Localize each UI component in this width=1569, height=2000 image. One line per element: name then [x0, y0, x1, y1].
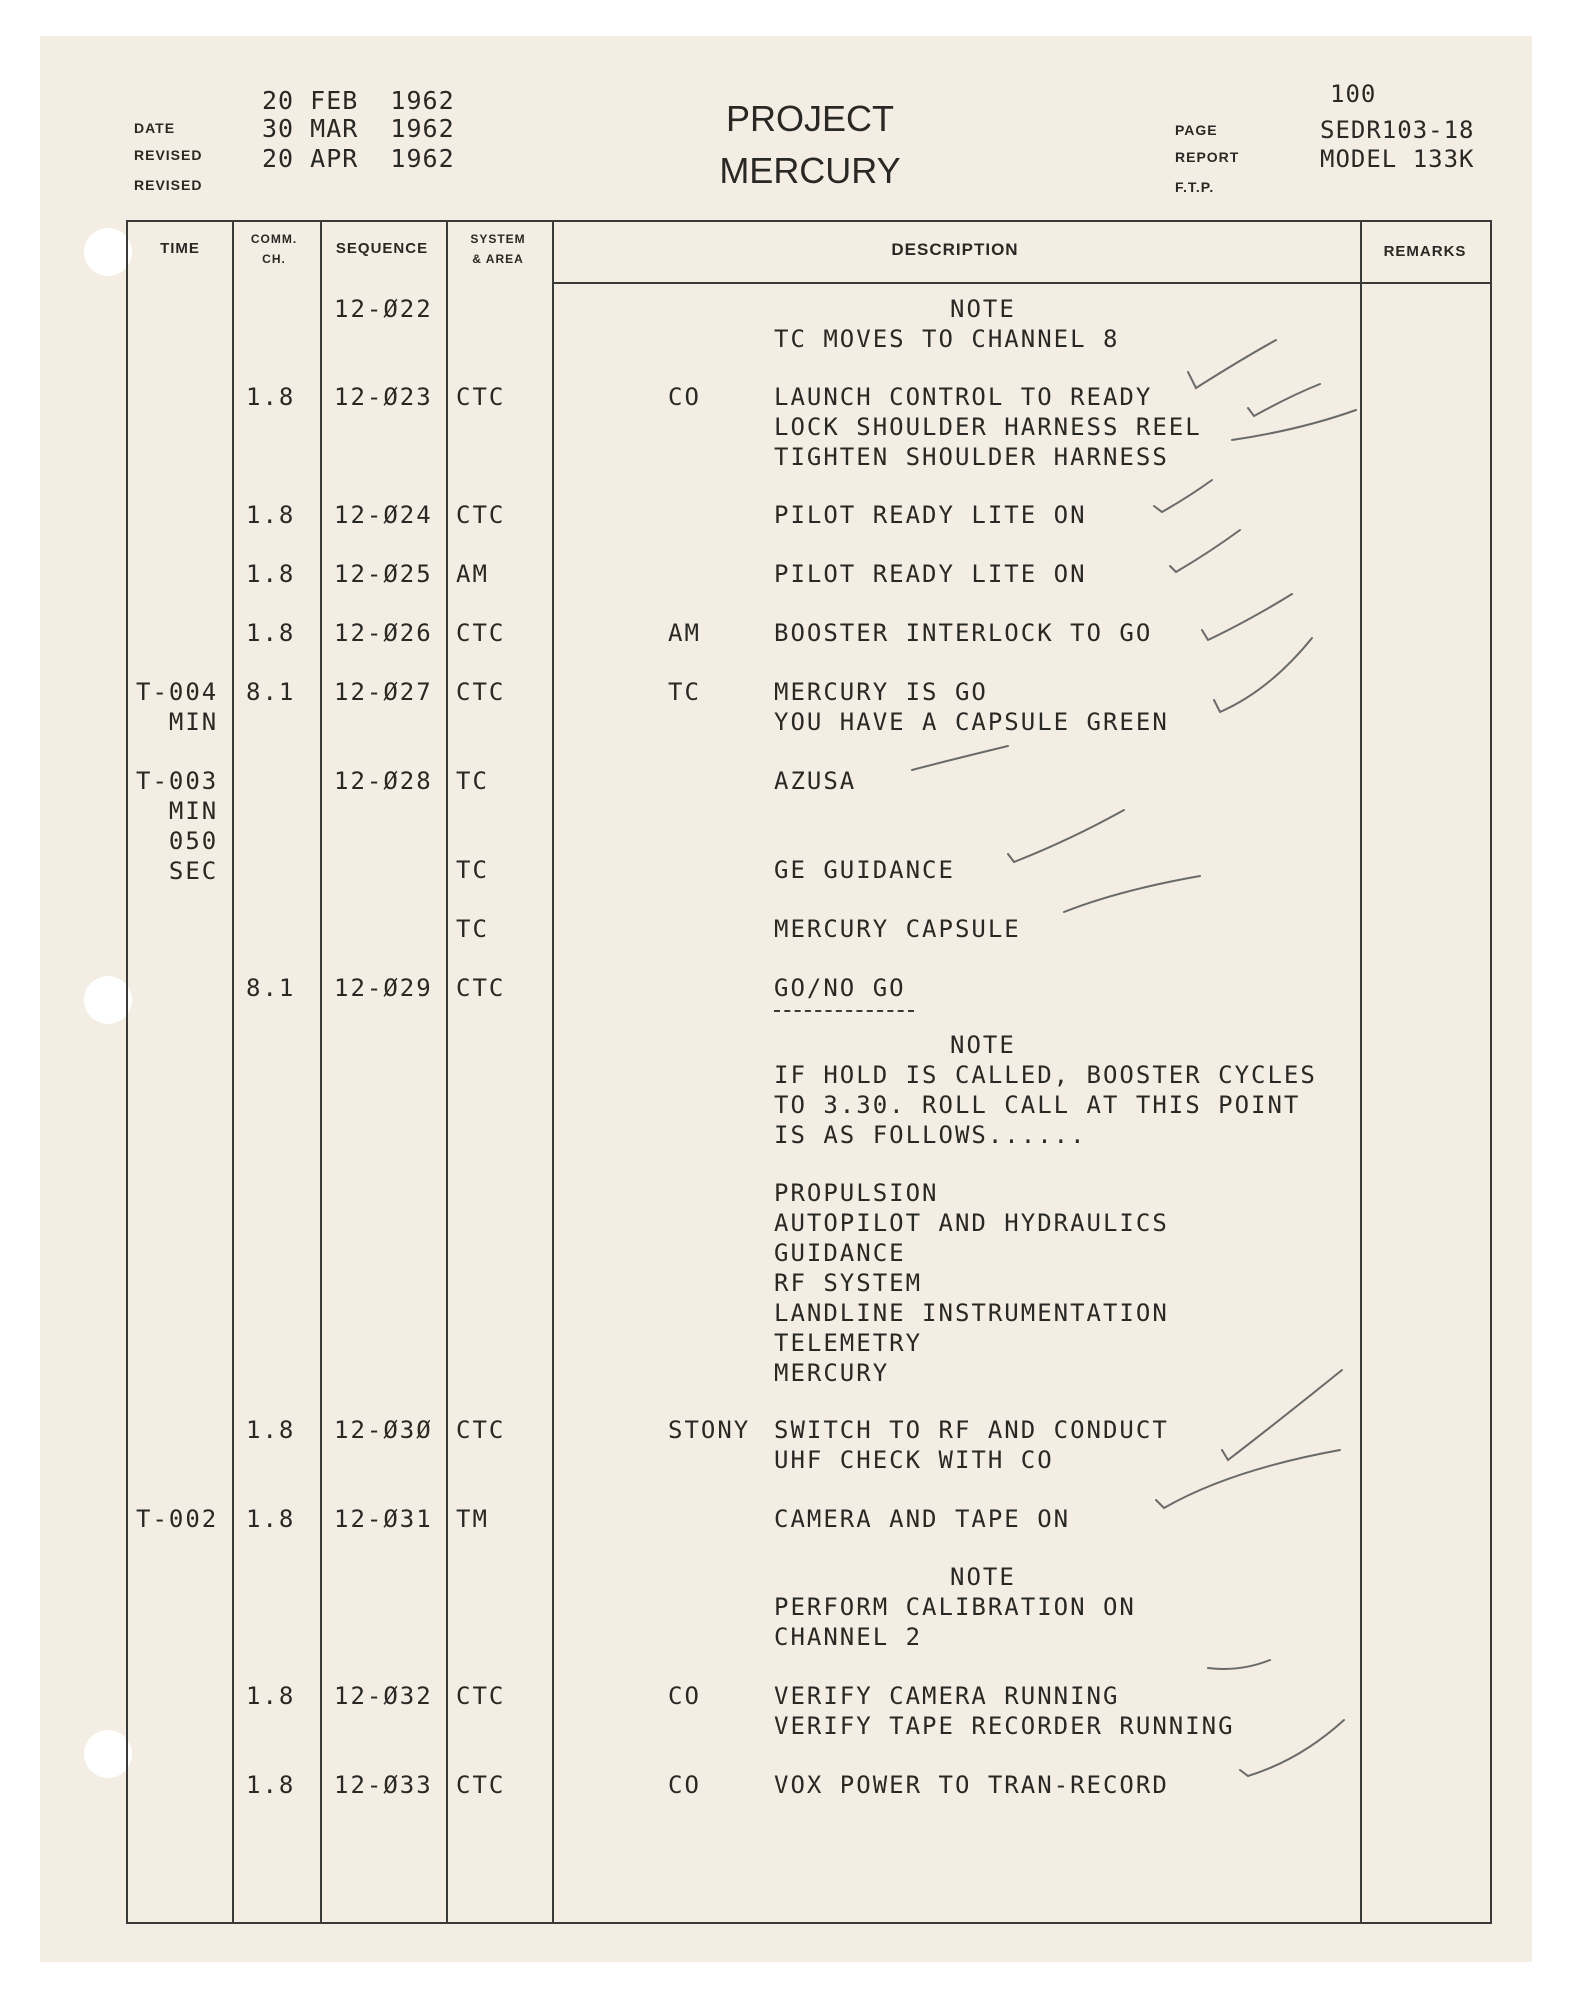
- description-12-032: VERIFY CAMERA RUNNING VERIFY TAPE RECORDER RUNNING: [774, 1682, 1235, 1740]
- system-12-029: CTC: [456, 974, 506, 1002]
- column-header-comm-line2: CH.: [262, 252, 286, 266]
- system-mercury-capsule: TC: [456, 915, 489, 943]
- sequence-12-029: 12-Ø29: [334, 974, 433, 1002]
- description-12-025: PILOT READY LITE ON: [774, 560, 1087, 588]
- description-12-030: SWITCH TO RF AND CONDUCT UHF CHECK WITH CO: [774, 1416, 1169, 1474]
- report-label: REPORT: [1175, 149, 1240, 165]
- column-header-system-line2: & AREA: [472, 252, 524, 266]
- note-heading-1: NOTE: [950, 295, 1016, 323]
- sequence-12-030: 12-Ø3Ø: [334, 1416, 433, 1444]
- page-label: PAGE: [1175, 122, 1218, 138]
- description-12-028: AZUSA: [774, 767, 857, 795]
- report-number: SEDR103-18: [1320, 116, 1475, 144]
- check-mark-icon: [1222, 1370, 1342, 1460]
- comm-12-024: 1.8: [246, 501, 296, 529]
- note-heading-3: NOTE: [950, 1563, 1016, 1591]
- comm-12-029: 8.1: [246, 974, 296, 1002]
- description-12-033: VOX POWER TO TRAN-RECORD: [774, 1771, 1169, 1799]
- description-12-023: LAUNCH CONTROL TO READY LOCK SHOULDER HARNESS REEL TIGHTEN SHOULDER HARNESS: [774, 383, 1202, 471]
- sequence-12-024: 12-Ø24: [334, 501, 433, 529]
- column-header-sequence: SEQUENCE: [335, 240, 429, 257]
- check-mark-icon: [1240, 1720, 1344, 1776]
- comm-12-032: 1.8: [246, 1682, 296, 1710]
- comm-12-027: 8.1: [246, 678, 296, 706]
- sequence-12-023: 12-Ø23: [334, 383, 433, 411]
- note-heading-2: NOTE: [950, 1031, 1016, 1059]
- caller-12-026: AM: [668, 619, 701, 647]
- caller-12-033: CO: [668, 1771, 701, 1799]
- check-mark-icon: [1202, 594, 1292, 640]
- system-ge-guidance: TC: [456, 856, 489, 884]
- sequence-12-022: 12-Ø22: [334, 295, 433, 323]
- column-header-remarks: REMARKS: [1383, 243, 1467, 260]
- description-12-029: GO/NO GO: [774, 974, 906, 1002]
- sequence-12-027: 12-Ø27: [334, 678, 433, 706]
- ftp-label: F.T.P.: [1175, 179, 1215, 195]
- check-mark-icon: [1154, 480, 1212, 512]
- system-12-030: CTC: [456, 1416, 506, 1444]
- column-header-comm-line1: COMM.: [250, 232, 298, 246]
- system-12-026: CTC: [456, 619, 506, 647]
- check-mark-icon: [1208, 1660, 1270, 1669]
- revised-label-1: REVISED: [134, 147, 203, 163]
- date-value: 20 FEB 1962: [262, 86, 455, 115]
- time-t-004: T-004 MIN: [136, 678, 219, 736]
- time-t-002: T-002: [136, 1505, 219, 1533]
- time-t-003: T-003 MIN 050 SEC: [136, 767, 219, 885]
- description-12-031: CAMERA AND TAPE ON: [774, 1505, 1071, 1533]
- model-number: MODEL 133K: [1320, 145, 1475, 173]
- system-12-025: AM: [456, 560, 489, 588]
- description-mercury-capsule: MERCURY CAPSULE: [774, 915, 1021, 943]
- system-12-024: CTC: [456, 501, 506, 529]
- comm-12-023: 1.8: [246, 383, 296, 411]
- check-mark-icon: [1008, 810, 1124, 862]
- caller-12-030: STONY: [668, 1416, 751, 1444]
- title-line-1: PROJECT: [725, 98, 894, 139]
- sequence-12-026: 12-Ø26: [334, 619, 433, 647]
- sequence-12-033: 12-Ø33: [334, 1771, 433, 1799]
- description-12-024: PILOT READY LITE ON: [774, 501, 1087, 529]
- title-line-2: MERCURY: [719, 150, 901, 191]
- caller-12-023: CO: [668, 383, 701, 411]
- revised-date-1: 30 MAR 1962: [262, 114, 455, 143]
- description-12-026: BOOSTER INTERLOCK TO GO: [774, 619, 1153, 647]
- comm-12-025: 1.8: [246, 560, 296, 588]
- check-mark-icon: [1214, 638, 1312, 712]
- revised-date-2: 20 APR 1962: [262, 144, 455, 173]
- column-header-description: DESCRIPTION: [891, 240, 1019, 259]
- caller-12-032: CO: [668, 1682, 701, 1710]
- roll-call-list: PROPULSION AUTOPILOT AND HYDRAULICS GUIDANCE RF SYSTEM LANDLINE INSTRUMENTATION TELEMETRY MERCURY: [774, 1179, 1169, 1387]
- comm-12-026: 1.8: [246, 619, 296, 647]
- system-12-023: CTC: [456, 383, 506, 411]
- system-12-033: CTC: [456, 1771, 506, 1799]
- check-mark-icon: [912, 746, 1008, 770]
- column-header-time: TIME: [160, 240, 200, 257]
- comm-12-030: 1.8: [246, 1416, 296, 1444]
- comm-12-033: 1.8: [246, 1771, 296, 1799]
- note-calibration-text: PERFORM CALIBRATION ON CHANNEL 2: [774, 1593, 1136, 1651]
- note-hold-text: IF HOLD IS CALLED, BOOSTER CYCLES TO 3.30. ROLL CALL AT THIS POINT IS AS FOLLOWS......: [774, 1061, 1317, 1149]
- system-12-027: CTC: [456, 678, 506, 706]
- sequence-12-025: 12-Ø25: [334, 560, 433, 588]
- system-12-028: TC: [456, 767, 489, 795]
- sequence-12-031: 12-Ø31: [334, 1505, 433, 1533]
- column-header-system-line1: SYSTEM: [470, 232, 526, 246]
- description-12-027: MERCURY IS GO YOU HAVE A CAPSULE GREEN: [774, 678, 1169, 736]
- description-ge-guidance: GE GUIDANCE: [774, 856, 955, 884]
- description-12-022: TC MOVES TO CHANNEL 8: [774, 325, 1120, 353]
- check-mark-icon: [1232, 410, 1356, 440]
- check-mark-icon: [1170, 530, 1240, 572]
- comm-12-031: 1.8: [246, 1505, 296, 1533]
- check-mark-icon: [1156, 1450, 1340, 1508]
- sequence-12-032: 12-Ø32: [334, 1682, 433, 1710]
- check-mark-icon: [1064, 876, 1200, 912]
- sequence-12-028: 12-Ø28: [334, 767, 433, 795]
- check-mark-icon: [1248, 384, 1320, 416]
- revised-label-2: REVISED: [134, 177, 203, 193]
- check-mark-icon: [1188, 340, 1276, 388]
- date-label: DATE: [134, 120, 176, 136]
- page-number: 100: [1330, 80, 1377, 108]
- system-12-032: CTC: [456, 1682, 506, 1710]
- system-12-031: TM: [456, 1505, 489, 1533]
- caller-12-027: TC: [668, 678, 701, 706]
